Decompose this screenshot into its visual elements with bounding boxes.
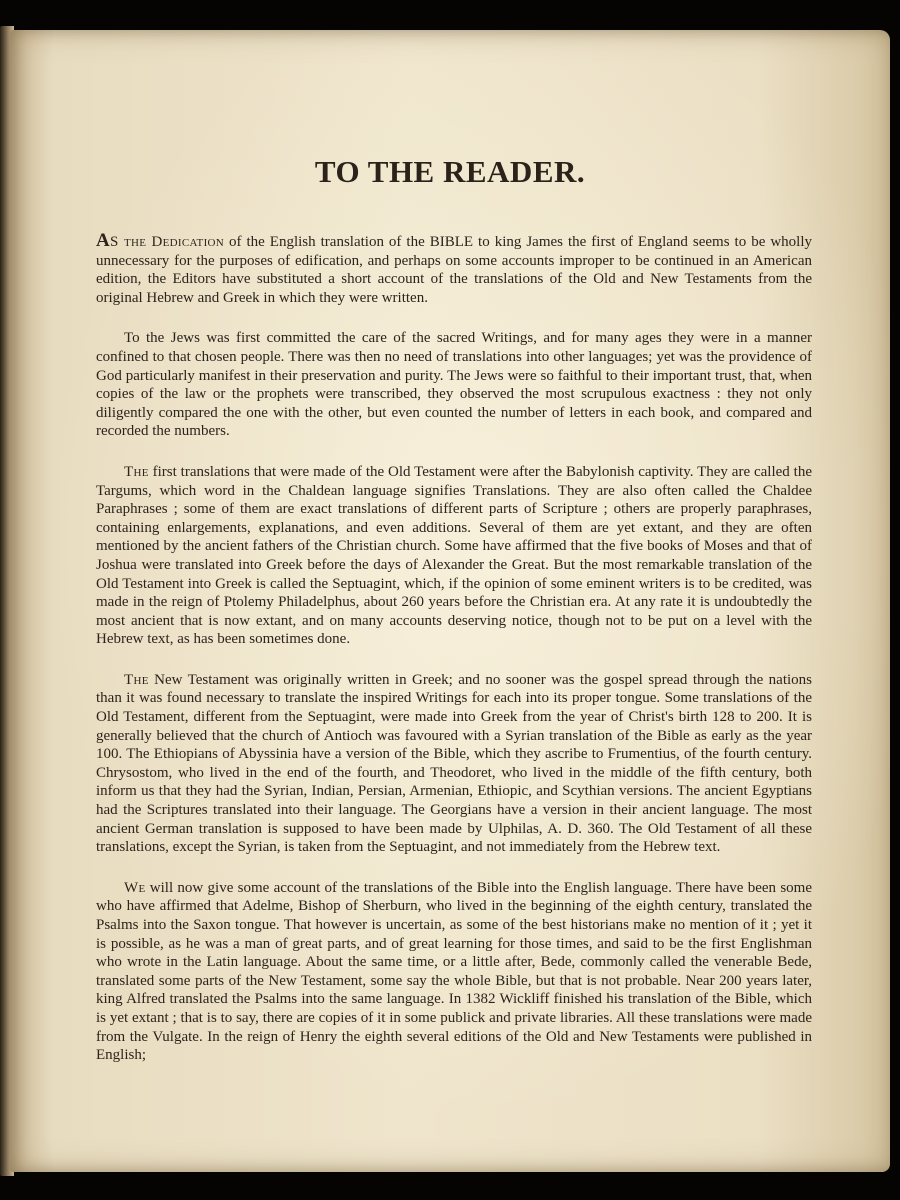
paragraph-text: first translations that were made of the Old Testament were after the Babylonish captivity. They are called the Targums, which word in the Chaldean language signifies Translations. They are also often called the Chaldee Paraphrases ; some of them are exact translations of different parts of Scripture ; others are properly paraphrases, containing enlargements, explanations, and even additions. Several of them are yet extant, and they are often mentioned by the ancient fathers of the Christian church. Some have affirmed that the five books of Moses and that of Joshua were translated into Greek before the days of Alexander the Great. But the most remarkable translation of the Old Testament into Greek is called the Septuagint, which, if the opinion of some eminent writers is to be credited, was made in the reign of Ptolemy Philadelphus, about 260 years before the Christian era. At any rate it is undoubtedly the most ancient that is now extant, and on many accounts deserving notice, though not to be put on a level with the Hebrew text, as has been sometimes done. — [96, 463, 812, 648]
paragraph-dedication — [96, 232, 812, 307]
paragraph-text: of the English translation of the BIBLE to king James the first of England seems to be wholly unnecessary for the purposes of edification, and perhaps on some accounts improper to be continued in an American edition, the Editors have substituted a short account of the translations of the Old and New Testaments from the original Hebrew and Greek in which they were written. — [96, 234, 813, 306]
paragraph-lead-words: We — [124, 879, 146, 896]
paragraph-jews — [96, 329, 812, 441]
paragraph-lead-words: The — [124, 463, 149, 480]
page-body — [96, 232, 812, 1087]
paragraph-new-testament — [96, 671, 812, 857]
paragraph-text: New Testament was originally written in Greek; and no sooner was the gospel spread through the nations than it was found necessary to translate the inspired Writings for each into its proper tongue. Some translations of the Old Testament, different from the Septuagint, were made into Greek from the year of Christ's birth 128 to 200. It is generally believed that the church of Antioch was favoured with a Syrian translation of the Bible as early as the year 100. The Ethiopians of Abyssinia have a version of the Bible, which they ascribe to Frumentius, of the fourth century. Chrysostom, who lived in the end of the fourth, and Theodoret, who lived in the middle of the fifth century, both inform us that they had the Syrian, Indian, Persian, Armenian, Ethiopic, and Scythian versions. The ancient Egyptians had the Scriptures translated into their language. The Georgians have a version in their ancient language. The most ancient German translation is supposed to have been made by Ulphilas, A. D. 360. The Old Testament of all these translations, except the Syrian, is taken from the Septuagint, and not immediately from the Hebrew text. — [96, 671, 812, 856]
paragraph-drop-letter: A — [96, 230, 111, 251]
paragraph-lead-words: The — [124, 671, 149, 688]
page-title: TO THE READER. — [314, 154, 586, 189]
book-page — [10, 30, 890, 1172]
paragraph-text: will now give some account of the translations of the Bible into the English language. There have been some who have affirmed that Adelme, Bishop of Sherburn, who lived in the beginning of the eighth century, translated the Psalms into the Saxon tongue. That however is uncertain, as some of the best historians make no mention of it ; yet it is possible, as he was a man of great parts, and of great learning for those times, and said to be the first Englishman who wrote in the Latin language. About the same time, or a little after, Bede, commonly called the venerable Bede, translated some parts of the New Testament, some say the whole Bible, but that is not probable. Near 200 years later, king Alfred translated the Psalms into the same language. In 1382 Wickliff finished his translation of the Bible, which is yet extant ; that is to say, there are copies of it in some publick and private libraries. All these translations were made from the Vulgate. In the reign of Henry the eighth several editions of the Old and New Testaments were published in English; — [96, 879, 812, 1064]
paragraph-lead-words: S the Dedication — [110, 234, 225, 250]
paragraph-english-translations — [96, 879, 812, 1065]
paragraph-first-translations — [96, 463, 812, 649]
paragraph-text: To the Jews was first committed the care of the sacred Writings, and for many ages they were in a manner confined to that chosen people. There was then no need of translations into other languages; yet was the providence of God particularly manifest in their preservation and purity. The Jews were so faithful to their important trust, that, when copies of the law or the prophets were transcribed, they observed the most scrupulous exactness : they not only diligently compared the one with the other, but even counted the number of letters in each book, and compared and recorded the numbers. — [96, 330, 812, 440]
